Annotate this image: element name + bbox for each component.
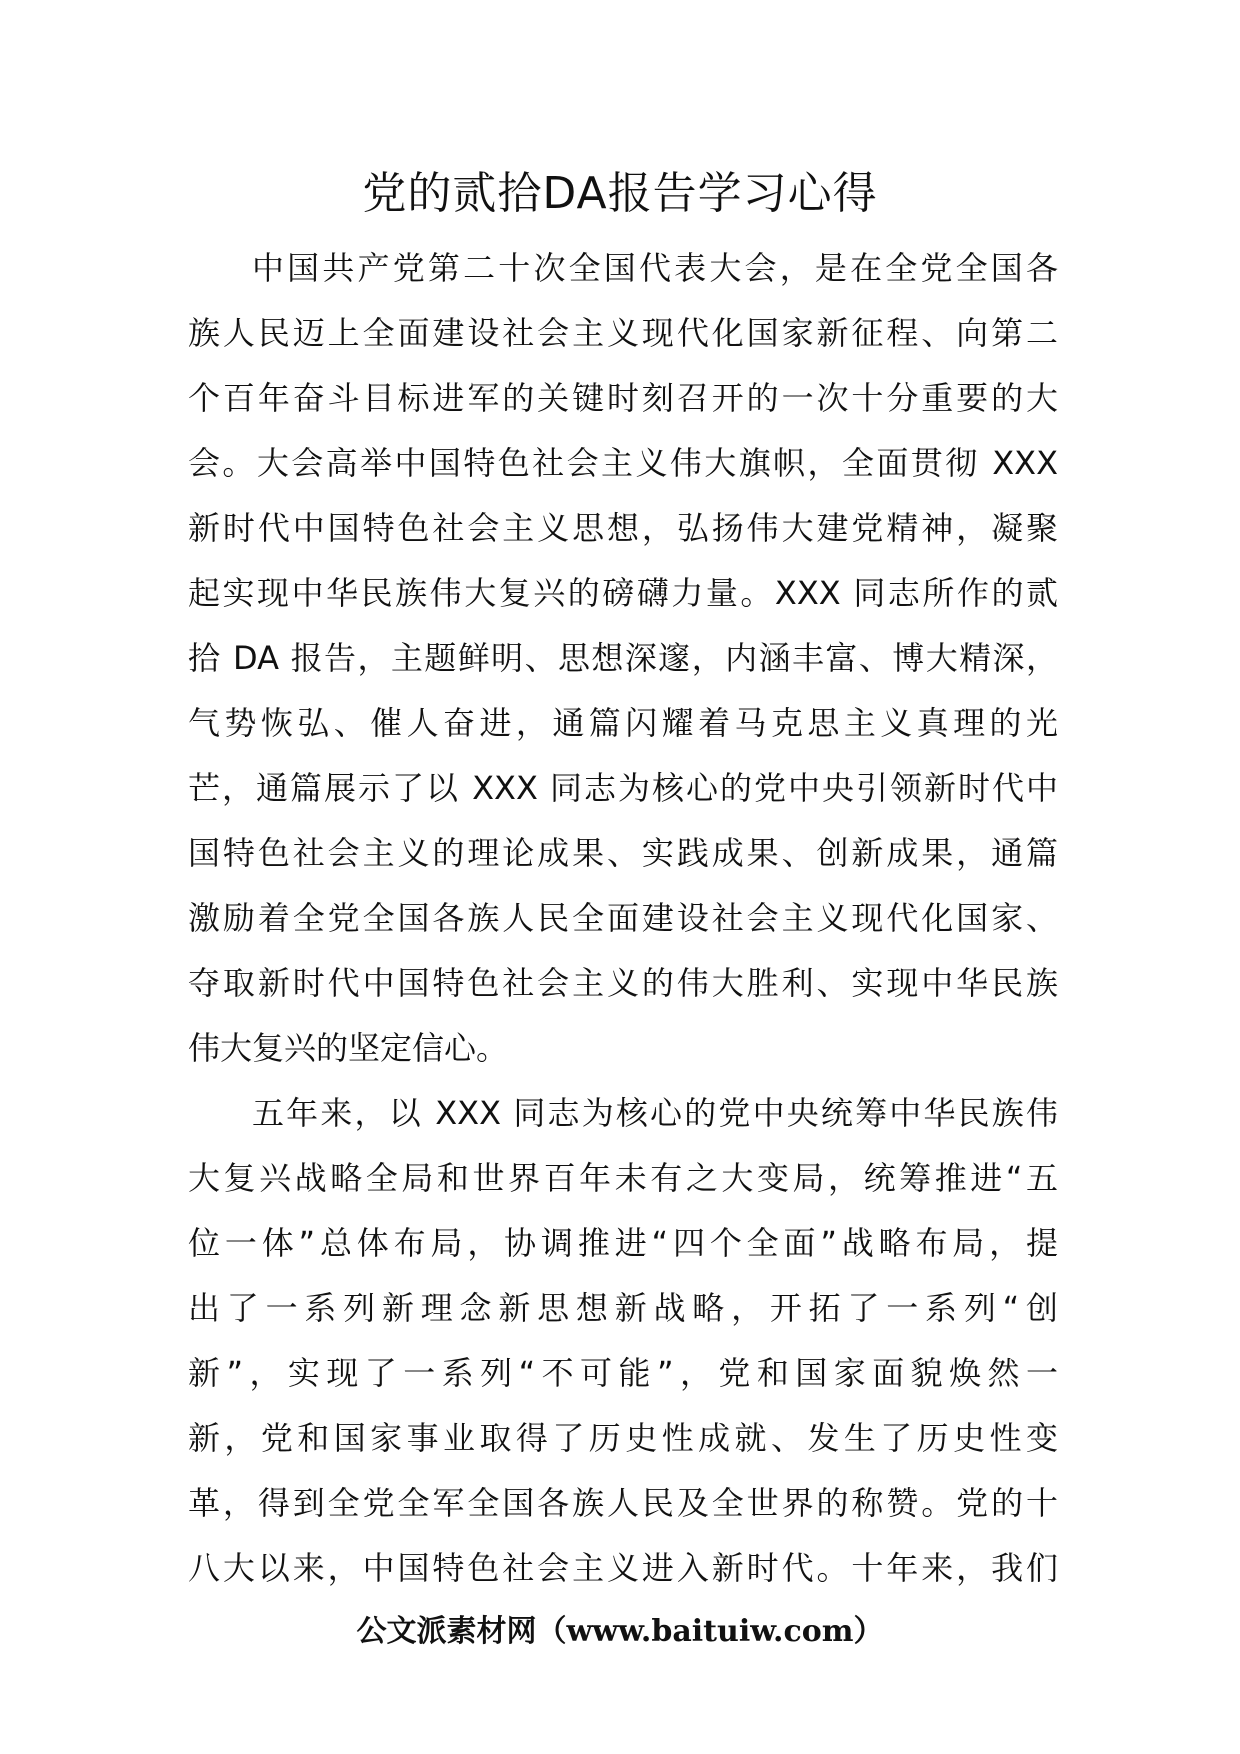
document-title: 党的贰拾DA报告学习心得 bbox=[362, 168, 878, 219]
paragraph-line: 起实现中华民族伟大复兴的磅礴力量。XXX 同志所作的贰 bbox=[188, 574, 1058, 612]
paragraph-line: 激励着全党全国各族人民全面建设社会主义现代化国家、 bbox=[188, 899, 1058, 937]
paragraph-line: 八大以来，中国特色社会主义进入新时代。十年来，我们 bbox=[188, 1549, 1058, 1587]
paragraph-line: 新”，实现了一系列“不可能”，党和国家面貌焕然一 bbox=[188, 1354, 1058, 1392]
footer-watermark: 公文派素材网（www.baituiw.com） bbox=[356, 1614, 884, 1649]
paragraph-line: 伟大复兴的坚定信心。 bbox=[188, 1029, 509, 1067]
paragraph-line: 位一体”总体布局，协调推进“四个全面”战略布局，提 bbox=[188, 1224, 1058, 1262]
document-body bbox=[188, 236, 1058, 1601]
paragraph-line: 新，党和国家事业取得了历史性成就、发生了历史性变 bbox=[188, 1419, 1058, 1457]
paragraph-line: 拾 DA 报告，主题鲜明、思想深邃，内涵丰富、博大精深， bbox=[188, 639, 1058, 677]
paragraph-line: 会。大会高举中国特色社会主义伟大旗帜，全面贯彻 XXX bbox=[188, 444, 1058, 482]
paragraph-line: 中国共产党第二十次全国代表大会，是在全党全国各 bbox=[252, 249, 1058, 287]
paragraph-line: 大复兴战略全局和世界百年未有之大变局，统筹推进“五 bbox=[188, 1159, 1058, 1197]
paragraph-line: 新时代中国特色社会主义思想，弘扬伟大建党精神，凝聚 bbox=[188, 509, 1058, 547]
paragraph-line: 气势恢弘、催人奋进，通篇闪耀着马克思主义真理的光 bbox=[188, 704, 1058, 742]
paragraph-line: 革，得到全党全军全国各族人民及全世界的称赞。党的十 bbox=[188, 1484, 1058, 1522]
paragraph-2 bbox=[188, 1081, 1058, 1601]
paragraph-line: 夺取新时代中国特色社会主义的伟大胜利、实现中华民族 bbox=[188, 964, 1058, 1002]
paragraph-line: 芒，通篇展示了以 XXX 同志为核心的党中央引领新时代中 bbox=[188, 769, 1058, 807]
paragraph-line: 个百年奋斗目标进军的关键时刻召开的一次十分重要的大 bbox=[188, 379, 1058, 417]
paragraph-line: 出了一系列新理念新思想新战略，开拓了一系列“创 bbox=[188, 1289, 1058, 1327]
paragraph-line: 族人民迈上全面建设社会主义现代化国家新征程、向第二 bbox=[188, 314, 1058, 352]
paragraph-1 bbox=[188, 236, 1058, 1081]
paragraph-line: 国特色社会主义的理论成果、实践成果、创新成果，通篇 bbox=[188, 834, 1058, 872]
paragraph-line: 五年来，以 XXX 同志为核心的党中央统筹中华民族伟 bbox=[252, 1094, 1058, 1132]
